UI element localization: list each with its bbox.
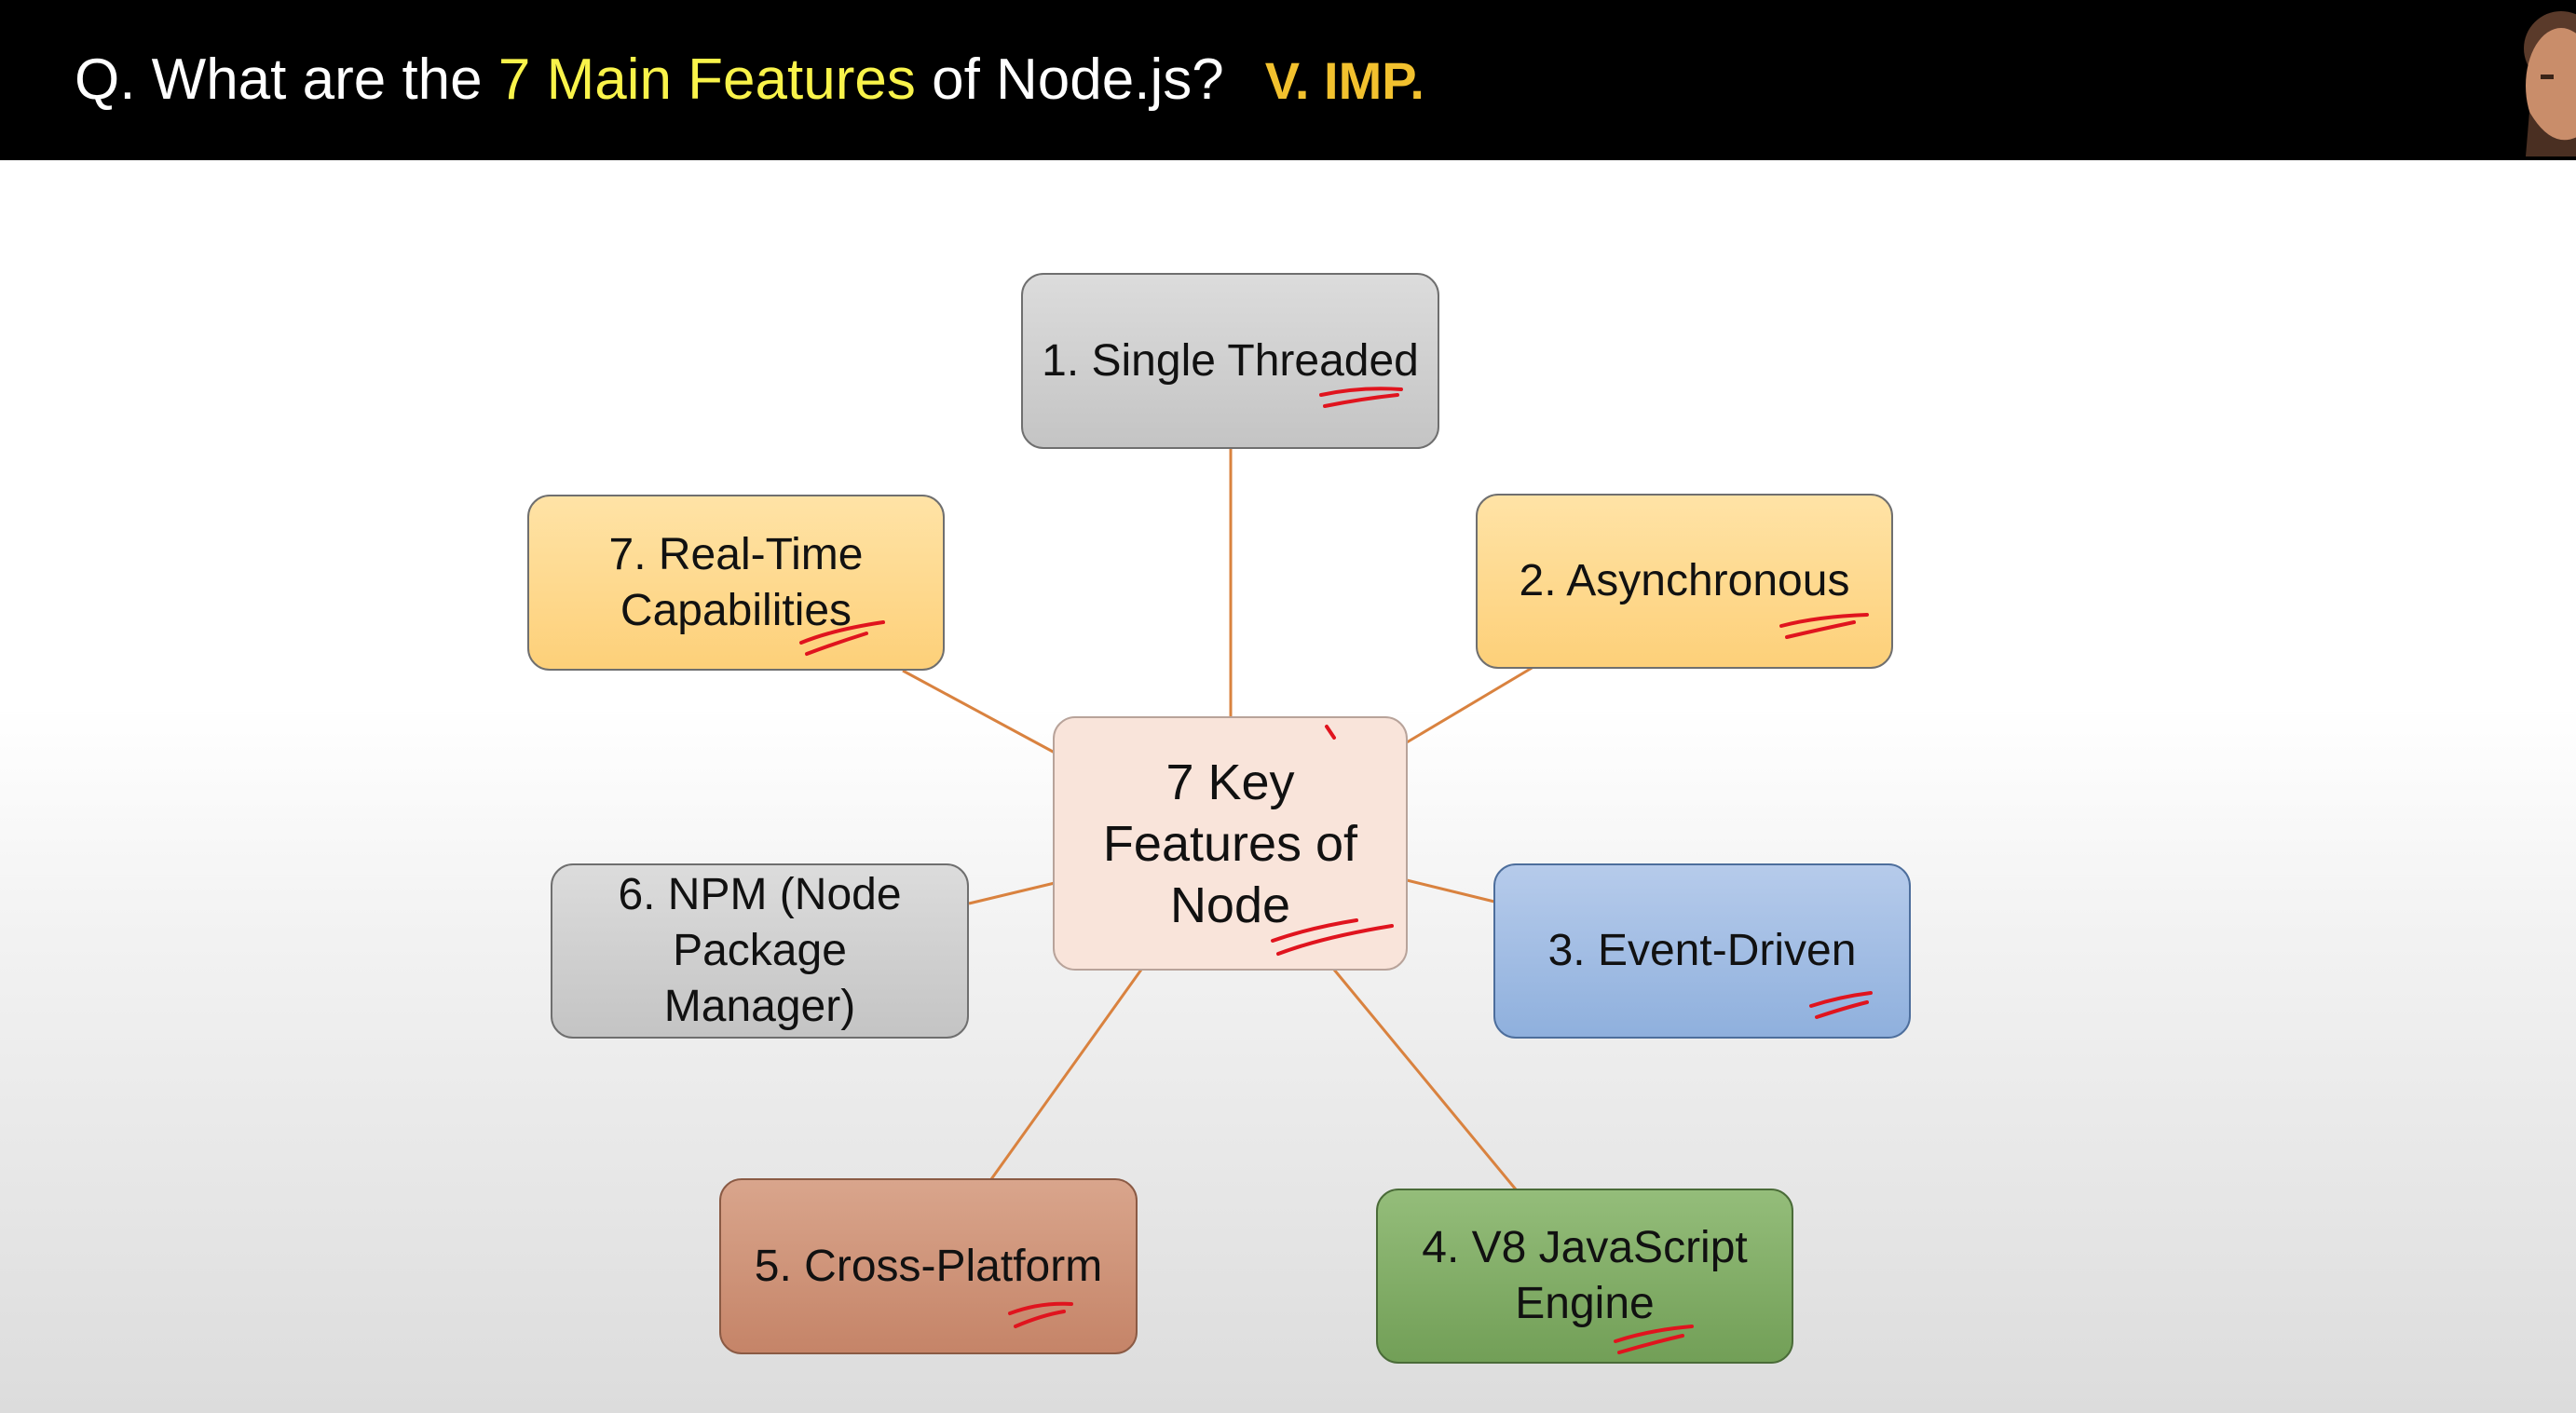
connector-3 (1407, 880, 1494, 902)
connector-5 (991, 970, 1141, 1179)
title-highlight: 7 Main Features (497, 48, 916, 112)
connector-7 (903, 671, 1055, 753)
connector-6 (969, 883, 1055, 904)
feature-label: 1. Single Threaded (1042, 335, 1419, 386)
feature-cross-platform (719, 1178, 1138, 1354)
title-suffix: of Node.js? (915, 48, 1224, 112)
title-prefix: Q. What are the (75, 48, 498, 112)
connector-2 (1407, 667, 1533, 742)
feature-label: 7. Real-Time Capabilities (608, 529, 864, 635)
importance-badge: V. IMP. (1264, 51, 1424, 110)
feature-asynchronous (1476, 494, 1893, 669)
feature-real-time (527, 495, 945, 671)
feature-label: 3. Event-Driven (1547, 926, 1857, 975)
feature-event-driven (1493, 863, 1911, 1039)
feature-v8-engine (1376, 1189, 1793, 1364)
feature-npm (551, 863, 969, 1039)
feature-label: 2. Asynchronous (1519, 556, 1850, 605)
feature-label: 6. NPM (Node Package Manager) (618, 870, 902, 1031)
feature-single-threaded (1021, 273, 1439, 449)
connector-4 (1334, 970, 1516, 1189)
central-topic-node (1053, 716, 1408, 971)
central-topic-label: 7 Key Features of Node (1102, 754, 1358, 933)
feature-label: 5. Cross-Platform (754, 1241, 1103, 1291)
feature-label: 4. V8 JavaScript Engine (1422, 1223, 1748, 1328)
